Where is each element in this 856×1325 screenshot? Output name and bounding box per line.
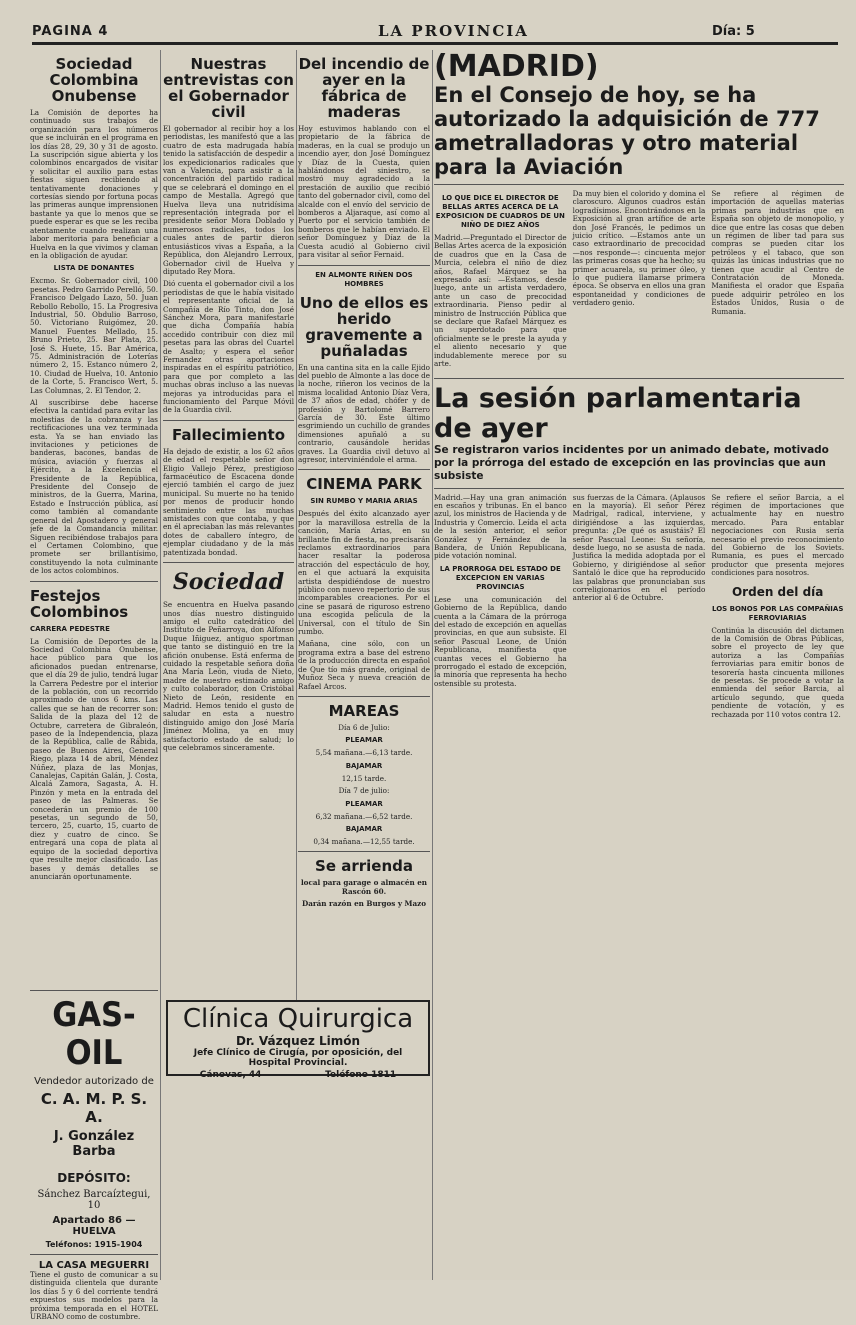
column-2 [163, 50, 294, 910]
donors-title: LISTA DE DONANTES [53, 264, 135, 273]
headline-festejos: Festejos Colombinos [30, 586, 129, 621]
article-columns [434, 494, 844, 724]
headline-meguerri: LA CASA MEGUERRI [38, 1260, 150, 1271]
article-text: Da muy bien el colorido y domina el claroscuro. Algunos cuadros están logradísimos. Encontrándonos en la Exposición al gran artífice de arte don José Francés, le pedimos un juicio crítico. —Estamos ante un caso extraordinario de precocidad —nos responde—: cincuenta mejor las primeras cosas que ha hecho; su primer acuarela, su primer óleo, y lo que pudiera llamarse primera época. Se observa en ellos una gran espontaneidad y condiciones de verdadero genio. [572, 189, 706, 308]
column-rule [160, 50, 161, 1280]
headline-fallecimiento: Fallecimiento [171, 425, 286, 444]
divider [298, 851, 430, 852]
tide-label: PLEAMAR [345, 736, 383, 745]
ad-clinica [166, 1000, 430, 1080]
headline-incendio: Del incendio de ayer en la fábrica de maderas [298, 55, 430, 121]
article-text: Después del éxito alcanzado ayer por la maravillosa estrella de la canción, María Arias, en su brillante fin de fiesta, no precisarán reclamos extraordinarios para hacer resaltar la poderosa atracción del espectáculo de hoy, en el que actuará la exquisita artista despidiéndose de nuestro público con nuevo repertorio de sus incomparables creaciones. Por el cine se pasará de riguroso estreno una escogida película de la Universal, con el título de Sin rumbo. [298, 509, 430, 637]
ad-company: C. A. M. P. S. A. [40, 1090, 148, 1126]
divider [434, 488, 844, 489]
article-text: Se refiere el señor Barcia, a el régimen de importaciones que actualmente hay en nuestro mercado. Para entablar negociaciones con Rusia sería necesario el previo reconocimiento del Gobierno de los Soviets. Rumania, es pues el mercado productor que presenta mejores condiciones para nosotros. [711, 492, 844, 578]
article-text: La Comisión de Deportes de la Sociedad Colombina Onubense, hace público para que los aficionados puedan entrenarse, que el día 29 de julio, tendrá lugar la Carrera Pedestre por el interior de la población, con un recorrido aproximado de unos 6 kms. Las calles que se han de recorrer son: Salida de la plaza del 12 de Octubre, carretera de Gibraleón, paseo de la Independencia, plaza de la República, calle de Rábida, paseo de Buenos Aires, General Riego, plaza 14 de abril, Méndez Núñez, plaza de las Monjas, Canalejas, Capitán Galán, J. Costa, Alcalá Zamora, Sagasta, A. H. Pinzón y meta en la entrada del paseo de las Palmeras. Se concederán un premio de 100 pesetas, un segundo de 50, tercero, 25, cuarto, 15, cuarto de diez y cuatro de cinco. Se entregará una copa de plata al equipo de la sociedad deportiva que resulte mejor clasificado. Las bases y demás detalles se anunciarán oportunamente. [30, 637, 158, 881]
article-text: En una cantina sita en la calle Ejido del pueblo de Almonte a las doce de la noche, riñeron los vecinos de la misma localidad Antonio Díaz Vera, de 37 años de edad, chófer y de profesión y Bartolomé Barrero García de 30. Este último esgrimiendo un cuchillo de grandes dimensiones apuñaló a su contrario, causándole heridas graves. La Guardia civil detuvo al agresor, interviniéndole el arma. [298, 362, 430, 464]
divider [298, 265, 430, 266]
column-rule [432, 50, 433, 1280]
tide-value: 6,32 mañana.—6,52 tarde. [315, 811, 413, 821]
headline-consejo: En el Consejo de hoy, se ha autorizado la adquisición de 777 ametralladoras y otro material para la Aviación [434, 83, 820, 179]
article-text: Ha dejado de existir, a los 62 años de edad el respetable señor don Eligio Vallejo Pérez, prestigioso farmacéutico de Escacena donde ejerció también el cargo de juez municipal. Su muerte no ha tenido por menos de producir hondo sentimiento entre las muchas amistades con que contaba, y que en él apreciaban las más relevantes dotes de caballero íntegro, de ejemplar ciudadano y de la más patentizada bondad. [163, 446, 294, 557]
headline-herido: Uno de ellos es herido gravemente a puñaladas [299, 293, 429, 360]
headline-entrevistas: Nuestras entrevistas con el Gobernador civil [163, 55, 294, 121]
ad-deposit: DEPÓSITO: [57, 1171, 131, 1185]
article-text: Darán razón en Burgos y Mazo [301, 899, 427, 909]
article-text: Madrid.—Hay una gran animación en escaños y tribunas. En el banco azul, los ministros de Hacienda y de Industria y Comercio. Leída el acta de la sesión anterior, el señor González y Fernández de la Bandera, de Unión Republicana, pide votación nominal. [434, 492, 567, 561]
tide-value: 12,15 tarde. [341, 773, 387, 783]
subhead-almonte: EN ALMONTE RIÑEN DOS HOMBRES [315, 270, 413, 288]
article-text: Se encuentra en Huelva pasando unos días nuestro distinguido amigo el culto catedrático del Instituto de Peñarroya, don Alfonso Duque Iñiguez, antiguo sportman que tanto se distinguió en tre la afición onubense. Está enferma de cuidado la respetable señora doña Ana María León, viuda de Nieto, madre de nuestro estimado amigo y culto colaborador, don Cristóbal Nieto de León, residente en Madrid. Hemos tenido el gusto de saludar en esta a nuestro distinguido amigo don José María Jiménez Molina, ya en muy satisfactorio estado de salud; lo que celebramos sinceramente. [163, 600, 294, 752]
headline-orden-del-dia: Orden del día [731, 584, 824, 599]
subhead-bonos: LOS BONOS POR LAS COMPAÑIAS FERROVIARIAS [712, 604, 844, 622]
tide-day: Día 7 de julio: [338, 786, 390, 796]
page-day: Día: 5 [712, 24, 755, 39]
article-text: Mañana, cine sólo, con un programa extra a base del estreno de la producción directa en español de Que tío más grande, original de Muñoz Seca y nueva creación de Rafael Arcos. [298, 639, 430, 691]
divider [298, 469, 430, 470]
ad-phone: Teléfonos: 1915-1904 [45, 1240, 143, 1249]
headline-cinema-park: CINEMA PARK [306, 475, 422, 494]
column-rule [296, 50, 297, 1000]
article-text: Se refiere al régimen de importación de aquellas materias primas para industrias que en España son objeto de monopolio, y dice que entre las cosas que deben un régimen de liber tad para sus compras se pueden citar los petróleos y el tabaco, que son quizás las únicas industrias que no tienen que acudir al Centro de Contratación de Moneda. Manifiesta el orador que España puede adquirir petróleo en los Estados Unidos, Rusia o de Rumania. [711, 189, 844, 316]
donors-list: Excmo. Sr. Gobernador civil, 100 pesetas. Pedro Garrido Perelló, 50. Francisco Delgado Lazo, 50. Juan Rebollo Rebollo, 15. La Progresiva Industrial, 50. Obdulio Barroso, 50. Victoriano Ruigómez, 20. Manuel Fuentes Mellado, 15. Bruno Prieto, 25. Bar Plata, 25. José S. Huete, 15. Bar América, 75. Administración de Loterías número 2, 15. Estanco número 2, 10. Ciudad de Huelva, 10. Antonio de la Corte, 5. Francisco Wert, 5. Las Columnas, 2. El Tendor, 2. [30, 276, 158, 395]
headline-mareas: MAREAS [328, 701, 400, 720]
divider [163, 562, 294, 563]
tide-value: 5,54 mañana.—6,13 tarde. [315, 748, 413, 758]
clinic-doctor: Dr. Vázquez Limón [235, 1034, 361, 1048]
tide-value: 0,34 mañana.—12,55 tarde. [313, 836, 415, 846]
article-text: sus fuerzas de la Cámara. (Aplausos en la mayoría). El señor Pérez Madrigal, radical, interviene, y dirigiéndose a las izquierdas, pregunta: ¿De qué os asustáis? El señor Pascual Leone: Su señoría, desde luego, no se asusta de nada. Justifica la medida adoptada por el Gobierno, y dirigiéndose al señor Santaló le dice que ha reproducido las palabras que pronunciaban sus correligionarios en el período anterior al 6 de Octubre. [572, 492, 706, 603]
tide-label: BAJAMAR [345, 824, 383, 833]
article-text: Al suscribirse debe hacerse efectiva la cantidad para evitar las molestias de la cobranza y las rectificaciones una vez terminada esta. Ya se han enviado las invitaciones y peticiones de banderas, bacones, bandas de música, aviación y fuerzas al Ejército, a la Excelencia el Presidente de la República, Presidente del Consejo de ministros, de la Guerra, Marina, Estado e Instrucción pública, así como también al comandante general del Apostadero y general jefe de la Comandancia militar. Siguen recibiéndose trabajos para el Certamen Colombino, que promete ser brillantísimo, constituyendo la nota culminante de los actos colombinos. [30, 398, 158, 576]
tide-label: BAJAMAR [345, 761, 383, 770]
ad-gas-oil [30, 985, 158, 1325]
clinic-title: Clínica Quirurgica [182, 1004, 414, 1034]
main-column [434, 50, 844, 1280]
headline-se-arrienda: Se arrienda [315, 857, 413, 876]
divider [30, 1254, 158, 1255]
subhead-sin-rumbo: SIN RUMBO Y MARIA ARIAS [310, 497, 418, 506]
article-columns [434, 190, 844, 373]
masthead-rule [32, 42, 838, 45]
divider [434, 378, 844, 379]
tide-label: PLEAMAR [345, 799, 383, 808]
divider [30, 990, 158, 991]
divider [163, 420, 294, 421]
tide-day: Día 6 de Julio: [338, 722, 390, 732]
ad-apartado: Apartado 86 — HUELVA [52, 1215, 136, 1237]
subhead-director: LO QUE DICE EL DIRECTOR DE BELLAS ARTES ACERCA DE LA EXPOSICION DE CUADROS DE UN NIÑO DE DIEZ AÑOS [435, 194, 565, 229]
headline-sociedad-colombina: Sociedad Colombina Onubense [49, 55, 139, 105]
subhead-carrera: CARRERA PEDESTRE [30, 624, 110, 633]
clinic-line: Jefe Clínico de Cirugía, por oposición, del Hospital Provincial. [193, 1048, 403, 1068]
deck-sesion: Se registraron varios incidentes por un animado debate, motivado por la prórroga del estado de excepción en las provincias que aun subsiste [434, 443, 829, 482]
article-text: Dió cuenta el gobernador civil a los periodistas de que le había visitado el representante oficial de la Compañía de Río Tinto, don José Sánchez Mora, para manifestarle que dicha Compañía había accedido contribuir con diez mil pesetas para las obras del Cuartel de Asalto; y espera el señor Fernandez otras aportaciones inspiradas en el espíritu patriótico, para que por completo a las muchas obras incluso a las nuevas mejoras ya introducidas para el funcionamiento del Parque Móvil de la Guardia civil. [163, 279, 294, 415]
article-text: Lese una comunicación del Gobierno de la República, dando cuenta a la Cámara de la prórroga del estado de excepción en aquellas provincias, en que aun subsiste. El señor Pascual Leone, de Unión Republicana, manifiesta que cuantas veces el Gobierno ha prorrogado el estado de excepción, la minoría que representa ha hecho ostensible su protesta. [434, 594, 567, 688]
divider [298, 696, 430, 697]
subhead-prorroga: LA PRORROGA DEL ESTADO DE EXCEPCION EN VARIAS PROVINCIAS [439, 564, 561, 591]
article-text: Continúa la discusión del dictamen de la Comisión de Obras Públicas, sobre el proyecto de ley que autoriza a las Compañías ferroviarias para emitir bonos de tesorería hasta cincuenta millones de pesetas. Se procede a votar la enmienda del señor Barcia, al artículo segundo, que queda pendiente de votación, y es rechazada por 110 votos contra 12. [711, 625, 844, 719]
article-text: Madrid.—Preguntado el Director de Bellas Artes acerca de la exposición de cuadros que en la Casa de Murcia, celebra el niño de diez años, Rafael Márquez se ha expresado así: —Estamos, desde luego, ante un artista verdadero, ante un caso de precocidad extraordinaria. Pienso pedir al ministro de Instrucción Pública que se declare que Rafael Márquez es un superdotado para que oficialmente se le preste la ayuda y el aliento necesario y que indudablemente merece por su arte. [434, 233, 567, 369]
article-text: Hoy estuvimos hablando con el propietario de la fábrica de maderas, en la cual se produjo un incendio ayer, don José Domínguez y Díaz de la Cuesta, quien hablándonos del siniestro, se mostró muy agradecido a la prestación de auxilio que recibió tanto del gobernador civil, como del alcalde con el envío del servicio de bomberos a Aljaraque, así como al Puerto por el servicio también de bomberos que le habían enviado. El señor Domínguez y Díaz de la Cuesta acudió al Gobierno civil para visitar al señor Fernaid. [298, 124, 430, 260]
clinic-phone: Teléfono 1811 [325, 1070, 397, 1080]
headline-madrid: (MADRID) [434, 50, 599, 84]
divider [30, 581, 158, 582]
ad-title: GAS-OIL [52, 995, 136, 1073]
paper-name: LA PROVINCIA [378, 22, 529, 40]
article-text: El gobernador al recibir hoy a los periodistas, les manifestó que a las cuatro de esta madrugada había tenido la satisfacción de despedir a los expedicionarios radicales que van a Valencia, para asistir a la concentración del partido radical que se celebrará el domingo en el campo de Mestalla. Agregó que Huelva lleva una nutridísima representación integrada por el presidente señor Mora Doblado y numerosos radicales, todos los cuales antes de partir dieron entusiásticos vivas a España, a la República, don Alejandro Lerroux, Gobernador civil de Huelva y diputado Rey Mora. [163, 124, 294, 276]
ad-line: Vendedor autorizado de [34, 1076, 154, 1087]
clinic-address: Cánovas, 44 [199, 1070, 262, 1080]
ad-owner: J. González Barba [53, 1129, 135, 1159]
article-text: local para garage o almacén en Rascón 60. [300, 878, 428, 896]
article-text: La Comisión de deportes ha continuado sus trabajos de organización para los números que se incluirán en el programa en los días 28, 29, 30 y 31 de agosto. La suscripción sigue abierta y los colombinos encargados de visitar y solicitar el auxilio para estas fiestas siguen recibiendo al tentativamente donaciones y cortesías siendo por fortuna pocas las primeras aunque imprensionen bastante ya que lo menos que se puede esperar es que se les reciba atentamente cuando realizan una labor meritoria para beneficiar a Huelva en la que vivimos y claman en la obligación de ayudar. [30, 108, 158, 260]
divider [434, 184, 844, 185]
headline-sesion: La sesión parlamentaria de ayer [434, 382, 802, 444]
column-3 [298, 50, 430, 1055]
ad-address: Sánchez Barcaíztegui, 10 [37, 1189, 151, 1211]
masthead [0, 0, 856, 44]
article-text: Tiene el gusto de comunicar a su distinguida clientela que durante los días 5 y 6 del corriente tendrá expuestos sus modelos para la próxima temporada en el HOTEL URBANO como de costumbre. [30, 1270, 158, 1322]
headline-sociedad: Sociedad [172, 569, 285, 596]
page-number: PAGINA 4 [32, 24, 109, 39]
